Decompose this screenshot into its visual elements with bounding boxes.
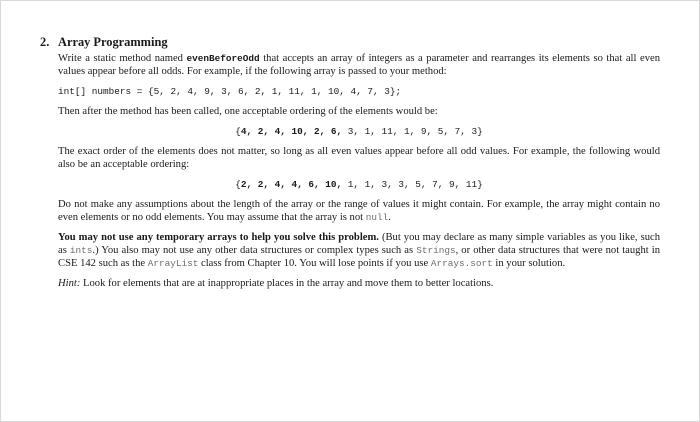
restriction-text-4: class from Chapter 10. You will lose points if you use [198,258,431,269]
ordering1-odds: 3, 1, 11, 1, 9, 5, 7, 3 [342,126,478,137]
ordering2-odds: 1, 1, 3, 3, 5, 7, 9, 11 [342,179,478,190]
ordering1-evens: 4, 2, 4, 10, 2, 6, [240,126,343,137]
restriction-text-1: (But you may declare as many simple variables as you like, such as [58,232,660,256]
restriction-text-2: .) You also may not use any other data structures or complex types such as [92,245,417,256]
restriction-bold-text: You may not use any temporary arrays to help you solve this problem. [58,232,379,243]
null-code: null [365,212,389,223]
assumptions-text: Do not make any assumptions about the length of the array or the range of values it might contain. For example, the array might contain no even elements or no odd elements. You may assume that the array is not [58,199,660,223]
assumptions-paragraph [58,198,660,224]
intro-text-continued: that accepts an array of integers as a parameter and rearranges its elements so that all even values appear before all odds. For example, if the following array is passed to your method: [58,53,660,77]
problem-number: 2. [40,35,50,49]
problem-block [40,36,660,297]
intro-text: Write a static method named [58,53,187,64]
ordering-example-1 [58,125,660,138]
strings-code: Strings [416,245,456,256]
example-array-declaration: int[] numbers = {5, 2, 4, 9, 3, 6, 2, 1, 11, 1, 10, 4, 7, 3}; [58,86,402,97]
ordering1-close-brace: } [477,126,483,137]
hint-label: Hint: [58,278,81,289]
restriction-text-3: , or other data structures that were not taught in CSE 142 such as the [58,245,660,269]
ordering2-evens: 2, 2, 4, 4, 6, 10, [240,179,343,190]
after-called-text: Then after the method has been called, one acceptable ordering of the elements would be: [58,106,438,117]
ints-code: ints [69,245,93,256]
arrays-sort-code: Arrays.sort [430,258,493,269]
ordering2-close-brace: } [477,179,483,190]
arraylist-code: ArrayList [147,258,199,269]
problem-heading [40,36,660,49]
exact-order-paragraph: The exact order of the elements does not matter, so long as all even values appear before all odd values. For example, the following would also be an acceptable ordering: [58,146,660,170]
hint-text: Look for elements that are at inappropriate places in the array and move them to better locations. [80,278,494,289]
ordering2-open-brace: { [235,179,241,190]
intro-paragraph [58,52,660,78]
ordering1-open-brace: { [235,126,241,137]
assumptions-end: . [388,212,391,223]
restriction-paragraph [58,231,660,270]
hint-paragraph [58,277,660,290]
restriction-text-5: in your solution. [492,258,566,269]
ordering-example-2 [58,178,660,191]
problem-body [58,52,660,290]
method-name-code: evenBeforeOdd [186,53,260,64]
problem-title: Array Programming [58,35,168,49]
